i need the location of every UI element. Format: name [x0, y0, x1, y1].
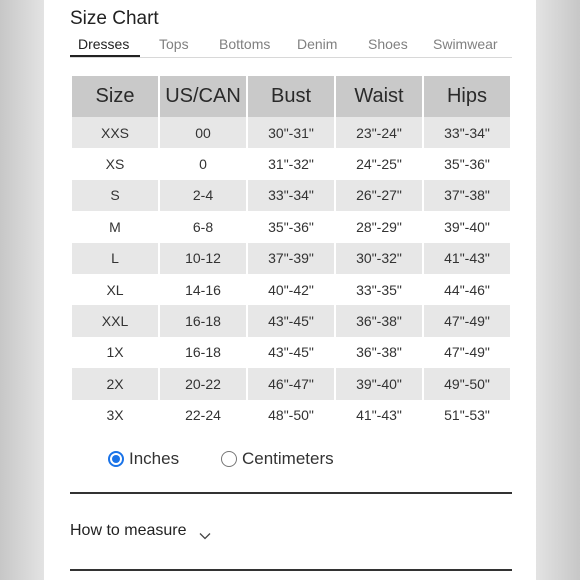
cell-us-can: 00 [160, 117, 246, 148]
cell-hips: 33"-34" [424, 117, 510, 148]
cell-bust: 33"-34" [248, 180, 334, 211]
section-divider-bottom [70, 569, 512, 571]
size-chart-panel [44, 0, 536, 580]
left-background-edge [0, 0, 44, 580]
column-header-size: Size [72, 76, 158, 117]
cell-size: S [72, 180, 158, 211]
tab-tops[interactable]: Tops [159, 36, 189, 52]
column-header-hips: Hips [424, 76, 510, 117]
column-header-bust: Bust [248, 76, 334, 117]
cell-us-can: 0 [160, 148, 246, 179]
cell-hips: 44"-46" [424, 274, 510, 305]
how-to-measure-accordion[interactable] [70, 522, 211, 540]
table-header-row [72, 76, 510, 117]
table-row [72, 180, 510, 211]
cell-waist: 23"-24" [336, 117, 422, 148]
size-table [70, 76, 512, 431]
tab-swimwear[interactable]: Swimwear [433, 36, 498, 52]
cell-bust: 43"-45" [248, 305, 334, 336]
table-row [72, 211, 510, 242]
cell-size: XL [72, 274, 158, 305]
cell-hips: 39"-40" [424, 211, 510, 242]
centimeters-label: Centimeters [242, 449, 334, 468]
cell-bust: 31"-32" [248, 148, 334, 179]
cell-us-can: 20-22 [160, 368, 246, 399]
cell-size: XXL [72, 305, 158, 336]
inches-label: Inches [129, 449, 180, 468]
cell-waist: 28"-29" [336, 211, 422, 242]
how-to-measure-label: How to measure [70, 522, 187, 539]
tab-dresses[interactable]: Dresses [78, 36, 130, 52]
cell-size: 2X [72, 368, 158, 399]
table-row [72, 243, 510, 274]
table-row [72, 337, 510, 368]
column-header-us-can: US/CAN [160, 76, 246, 117]
cell-us-can: 16-18 [160, 305, 246, 336]
cell-size: XS [72, 148, 158, 179]
cell-us-can: 2-4 [160, 180, 246, 211]
cell-waist: 24"-25" [336, 148, 422, 179]
cell-us-can: 14-16 [160, 274, 246, 305]
cell-bust: 43"-45" [248, 337, 334, 368]
section-divider-top [70, 492, 512, 494]
cell-size: 3X [72, 400, 158, 431]
cell-waist: 26"-27" [336, 180, 422, 211]
cell-waist: 33"-35" [336, 274, 422, 305]
cell-waist: 30"-32" [336, 243, 422, 274]
cell-bust: 48"-50" [248, 400, 334, 431]
centimeters-option[interactable] [221, 449, 334, 469]
cell-hips: 47"-49" [424, 305, 510, 336]
table-row [72, 117, 510, 148]
cell-bust: 35"-36" [248, 211, 334, 242]
cell-bust: 46"-47" [248, 368, 334, 399]
cell-size: M [72, 211, 158, 242]
cell-bust: 40"-42" [248, 274, 334, 305]
cell-size: L [72, 243, 158, 274]
cell-us-can: 6-8 [160, 211, 246, 242]
cell-hips: 49"-50" [424, 368, 510, 399]
cell-us-can: 10-12 [160, 243, 246, 274]
category-tabs [70, 36, 512, 58]
cell-hips: 35"-36" [424, 148, 510, 179]
table-row [72, 368, 510, 399]
column-header-waist: Waist [336, 76, 422, 117]
centimeters-radio[interactable] [221, 451, 237, 467]
inches-radio[interactable] [108, 451, 124, 467]
page-title: Size Chart [70, 8, 159, 29]
cell-bust: 37"-39" [248, 243, 334, 274]
table-row [72, 305, 510, 336]
cell-waist: 36"-38" [336, 337, 422, 368]
cell-us-can: 16-18 [160, 337, 246, 368]
cell-size: 1X [72, 337, 158, 368]
active-tab-indicator [70, 55, 140, 57]
cell-waist: 39"-40" [336, 368, 422, 399]
tab-bottoms[interactable]: Bottoms [219, 36, 271, 52]
cell-hips: 51"-53" [424, 400, 510, 431]
chevron-down-icon [199, 527, 211, 535]
cell-waist: 36"-38" [336, 305, 422, 336]
table-row [72, 274, 510, 305]
cell-hips: 37"-38" [424, 180, 510, 211]
table-row [72, 148, 510, 179]
tab-denim[interactable]: Denim [297, 36, 338, 52]
right-background-edge [536, 0, 580, 580]
cell-us-can: 22-24 [160, 400, 246, 431]
tab-shoes[interactable]: Shoes [368, 36, 408, 52]
cell-size: XXS [72, 117, 158, 148]
cell-waist: 41"-43" [336, 400, 422, 431]
cell-hips: 41"-43" [424, 243, 510, 274]
cell-bust: 30"-31" [248, 117, 334, 148]
inches-option[interactable] [108, 449, 179, 469]
table-row [72, 400, 510, 431]
cell-hips: 47"-49" [424, 337, 510, 368]
